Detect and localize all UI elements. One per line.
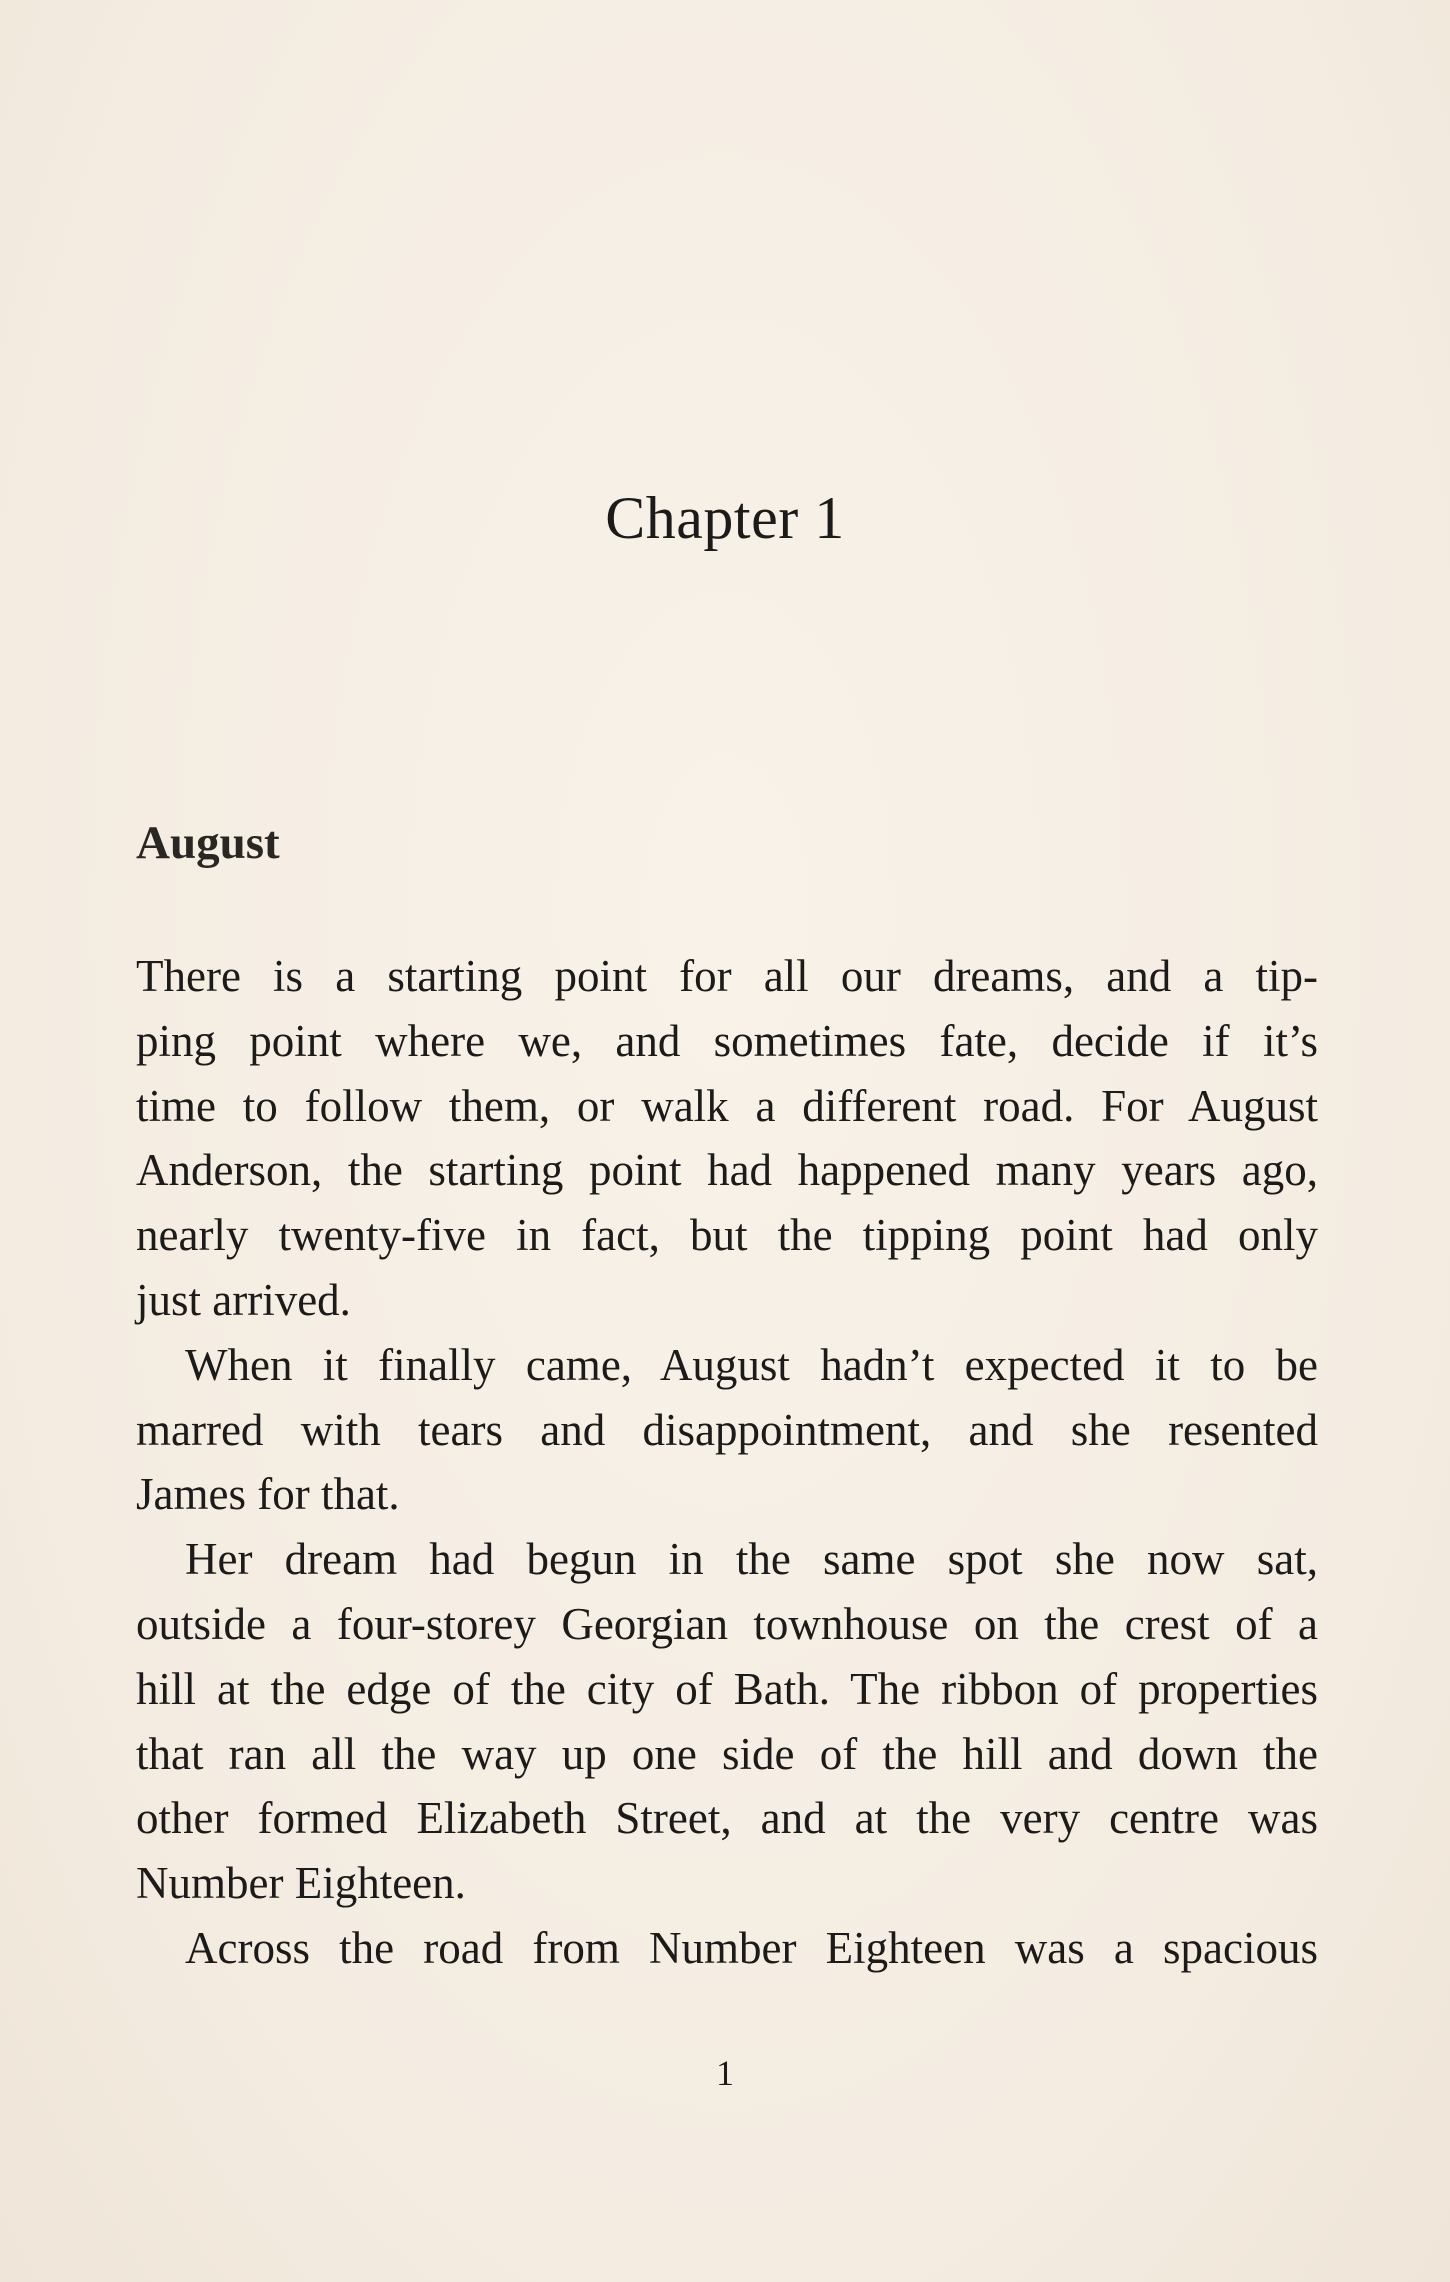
text-line: marred with tears and disappointment, and she resented xyxy=(136,1404,1318,1455)
text-line: James for that. xyxy=(136,1469,400,1520)
text-line: nearly twenty-five in fact, but the tipping point had only xyxy=(136,1210,1318,1261)
text-line: Anderson, the starting point had happened many years ago, xyxy=(136,1145,1318,1196)
body-text xyxy=(136,944,1318,1981)
text-line: There is a starting point for all our dreams, and a tip- xyxy=(136,951,1318,1001)
text-line: time to follow them, or walk a different road. For August xyxy=(136,1080,1318,1131)
page-number: 1 xyxy=(716,2053,734,2093)
text-line: hill at the edge of the city of Bath. The ribbon of properties xyxy=(136,1663,1318,1714)
text-line: other formed Elizabeth Street, and at the very centre was xyxy=(136,1793,1318,1844)
text-line: Number Eighteen. xyxy=(136,1858,466,1909)
text-line: outside a four-storey Georgian townhouse on the crest of a xyxy=(136,1598,1318,1649)
text-line: just arrived. xyxy=(136,1274,351,1325)
text-line: that ran all the way up one side of the hill and down the xyxy=(136,1728,1318,1779)
text-line: When it finally came, August hadn’t expected it to be xyxy=(185,1339,1318,1390)
text-line: Across the road from Number Eighteen was a spacious xyxy=(185,1922,1318,1973)
section-heading: August xyxy=(136,817,280,869)
text-line: Her dream had begun in the same spot she now sat, xyxy=(185,1534,1318,1585)
chapter-title: Chapter 1 xyxy=(605,485,845,551)
text-line: ping point where we, and sometimes fate, decide if it’s xyxy=(136,1015,1318,1066)
